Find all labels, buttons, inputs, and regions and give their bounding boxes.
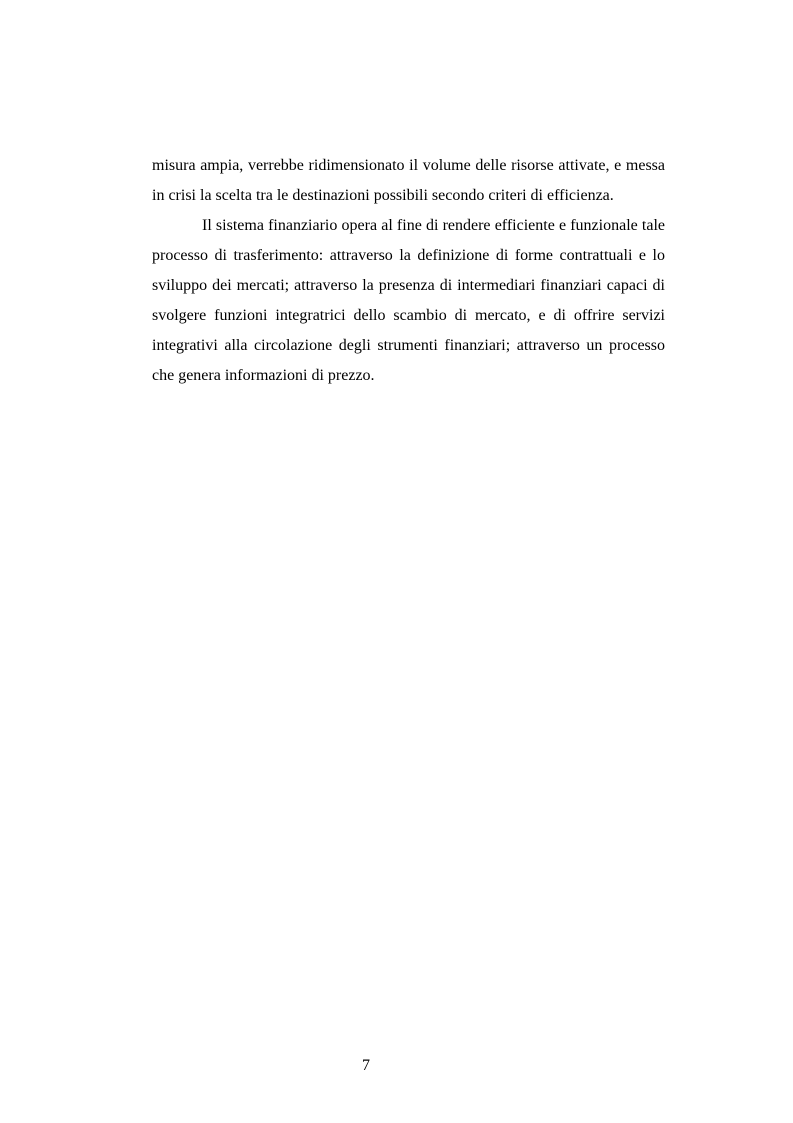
paragraph-2: Il sistema finanziario opera al fine di rendere efficiente e funzionale tale processo di trasferimento: attraverso la definizione di forme contrattuali e lo sviluppo dei mercati; attraverso la presenza di intermediari finanziari capaci di svolgere funzioni integratrici dello scambio di mercato, e di offrire servizi integrativi alla circolazione degli strumenti finanziari; attraverso un processo che genera informazioni di prezzo. — [152, 217, 665, 384]
body-text — [152, 151, 665, 391]
page-number: 7 — [362, 1057, 370, 1074]
paragraph-1: misura ampia, verrebbe ridimensionato il volume delle risorse attivate, e messa in crisi la scelta tra le destinazioni possibili secondo criteri di efficienza. — [152, 157, 665, 204]
